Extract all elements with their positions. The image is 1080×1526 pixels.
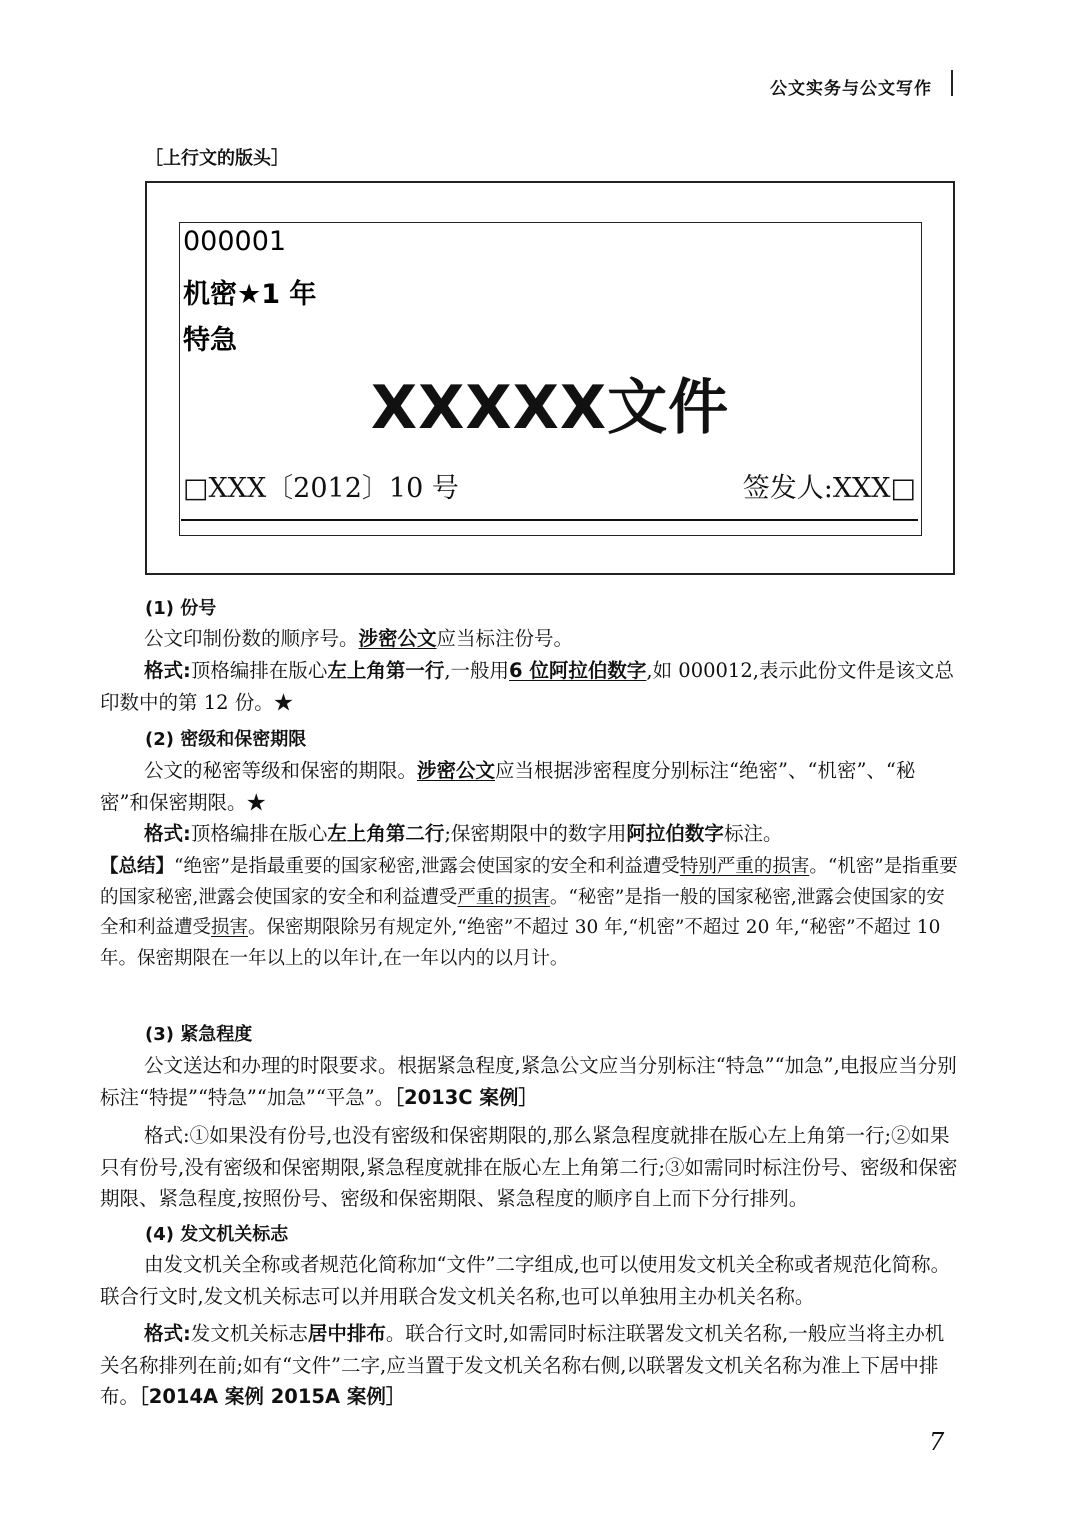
- running-head-rule: [951, 70, 953, 96]
- section-serial-format: 格式:顶格编排在版心左上角第一行,一般用6 位阿拉伯数字,如 000012,表示此份文件是该文总印数中的第 12 份。★: [100, 659, 954, 714]
- section-serial-definition: 公文印制份数的顺序号。涉密公文应当标注份号。: [144, 627, 574, 650]
- page-number: 7: [929, 1428, 945, 1456]
- section-heading-urgency: (3) 紧急程度: [145, 1024, 253, 1045]
- section-heading-serial: (1) 份号: [145, 598, 217, 619]
- section-urgency-format: 格式:①如果没有份号,也没有密级和保密期限的,那么紧急程度就排在版心左上角第一行;②如果只有份号,没有密级和保密期限,紧急程度就排在版心左上角第二行;③如需同时标注份号、密级和保密期限、紧急程度,按照份号、密级和保密期限、紧急程度的顺序自上而下分行排列。: [100, 1124, 958, 1210]
- section-org-mark-definition: 由发文机关全称或者规范化简称加“文件”二字组成,也可以使用发文机关全称或者规范化简称。联合行文时,发文机关标志可以并用联合发文机关名称,也可以单独用主办机关名称。: [100, 1253, 951, 1308]
- figure-org-title: XXXXX文件: [370, 373, 730, 443]
- section-heading-secrecy: (2) 密级和保密期限: [145, 729, 307, 750]
- figure-signer: 签发人:XXX□: [742, 473, 916, 504]
- section-org-mark-format: 格式:发文机关标志居中排布。联合行文时,如需同时标注联署发文机关名称,一般应当将主办机关名称排列在前;如有“文件”二字,应当置于发文机关名称右侧,以联署发文机关名称为准上下居中排布。［2014A 案例 2015A 案例］: [100, 1322, 945, 1408]
- section-urgency-definition: 公文送达和办理的时限要求。根据紧急程度,紧急公文应当分别标注“特急”“加急”,电报应当分别标注“特提”“特急”“加急”“平急”。［2013C 案例］: [100, 1054, 957, 1109]
- section-secrecy-format: 格式:顶格编排在版心左上角第二行;保密期限中的数字用阿拉伯数字标注。: [144, 822, 783, 845]
- running-head: 公文实务与公文写作: [770, 79, 932, 99]
- figure-serial-number: 000001: [183, 226, 287, 257]
- section-secrecy-definition: 公文的秘密等级和保密的期限。涉密公文应当根据涉密程度分别标注“绝密”、“机密”、“秘密”和保密期限。★: [100, 759, 916, 814]
- figure-doc-number: □XXX〔2012〕10 号: [183, 473, 459, 504]
- section-secrecy-summary: 【总结】“绝密”是指最重要的国家秘密,泄露会使国家的安全和利益遭受特别严重的损害。“机密”是指重要的国家秘密,泄露会使国家的安全和利益遭受严重的损害。“秘密”是指一般的国家秘密,泄露会使国家的安全和利益遭受损害。保密期限除另有规定外,“绝密”不超过 30 年,“机密”不超过 20 年,“秘密”不超过 10 年。保密期限在一年以上的以年计,在一年以内的以月计。: [100, 856, 958, 969]
- figure-separator-rule: [181, 519, 918, 521]
- figure-caption: ［上行文的版头］: [145, 148, 289, 169]
- figure-urgency: 特急: [183, 325, 237, 356]
- figure-secrecy-level: 机密★1 年: [183, 279, 317, 310]
- section-heading-org-mark: (4) 发文机关标志: [145, 1224, 289, 1245]
